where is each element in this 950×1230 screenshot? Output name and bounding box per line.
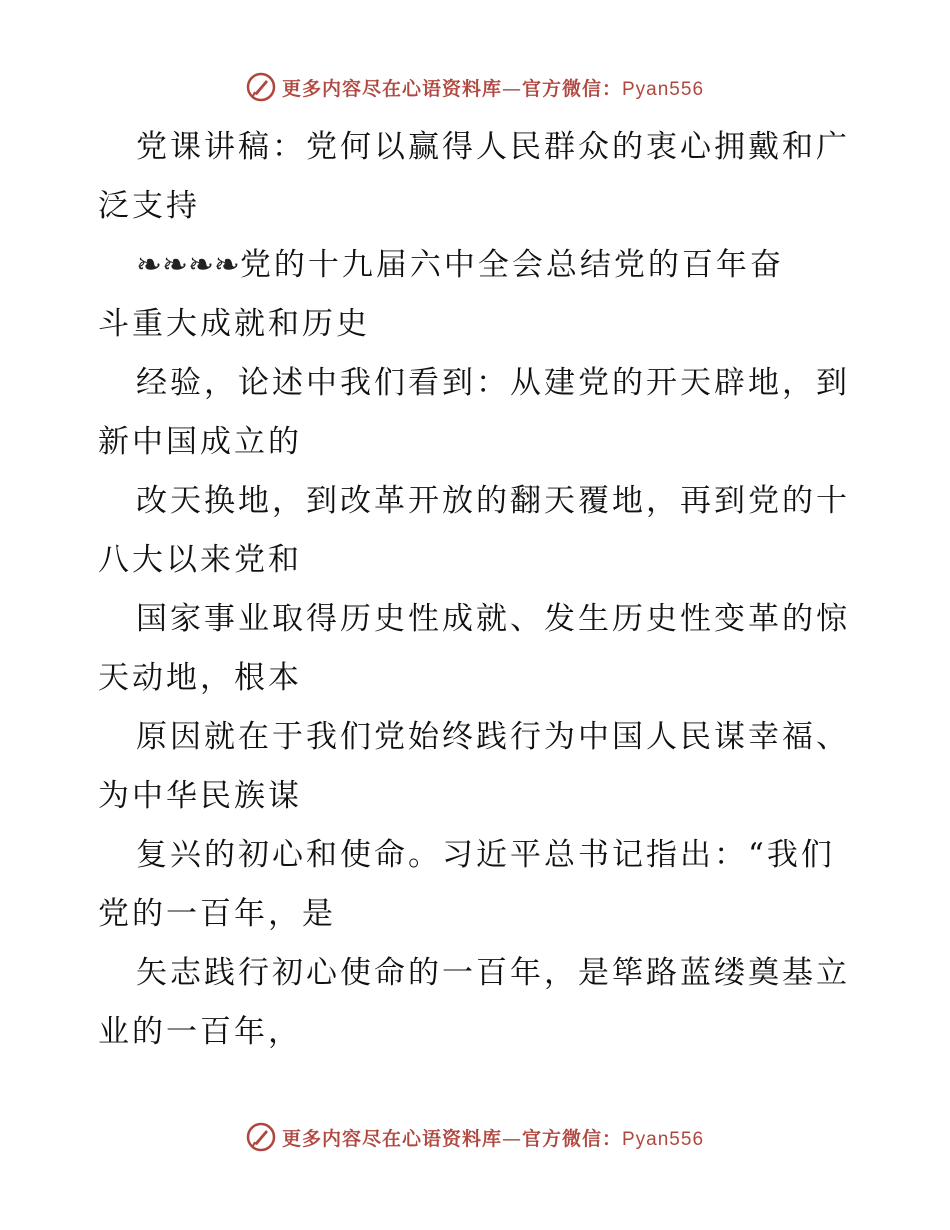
- paragraph-7: [98, 826, 858, 944]
- paragraph-8: [98, 944, 858, 1062]
- paragraph-4-line-2: 八大以来党和: [98, 542, 302, 578]
- paragraph-3-line-1: 经验，论述中我们看到：从建党的开天辟地，到: [136, 365, 850, 401]
- paragraph-6-line-2: 为中华民族谋: [98, 778, 302, 814]
- footer-separator: —: [501, 1127, 522, 1150]
- paragraph-6-line-1: 原因就在于我们党始终践行为中国人民谋幸福、: [136, 719, 850, 755]
- paragraph-6: [98, 708, 858, 826]
- fleuron-ornament-icon: ❧❧❧❧: [136, 247, 240, 283]
- footer-wechat-label: 官方微信：: [521, 1127, 622, 1150]
- paragraph-1: [98, 118, 858, 236]
- header-wechat-label: 官方微信：: [521, 77, 622, 100]
- paragraph-4-line-1: 改天换地，到改革开放的翻天覆地，再到党的十: [136, 483, 850, 519]
- paragraph-7-line-2: 党的一百年，是: [98, 896, 336, 932]
- document-body: [98, 118, 858, 1062]
- header-watermark-text: 更多内容尽在心语资料库: [281, 77, 502, 100]
- quill-logo-icon: [246, 72, 276, 102]
- header-watermark: [282, 74, 704, 101]
- paragraph-1-line-1: 党课讲稿：党何以赢得人民群众的衷心拥戴和广: [136, 129, 850, 165]
- header-separator: —: [501, 77, 522, 100]
- paragraph-2: [98, 236, 858, 354]
- footer-watermark: [282, 1124, 704, 1151]
- page-header: [0, 72, 950, 102]
- paragraph-5-line-2: 天动地，根本: [98, 660, 302, 696]
- paragraph-3-line-2: 新中国成立的: [98, 424, 302, 460]
- page-footer: [0, 1122, 950, 1152]
- paragraph-7-line-1: 复兴的初心和使命。习近平总书记指出：“我们: [136, 837, 835, 873]
- paragraph-3: [98, 354, 858, 472]
- header-wechat-account: Pyan556: [622, 78, 705, 100]
- paragraph-5-line-1: 国家事业取得历史性成就、发生历史性变革的惊: [136, 601, 850, 637]
- paragraph-4: [98, 472, 858, 590]
- quill-logo-icon: [246, 1122, 276, 1152]
- footer-wechat-account: Pyan556: [622, 1128, 705, 1150]
- paragraph-1-line-2: 泛支持: [98, 188, 200, 224]
- paragraph-2-line-2: 斗重大成就和历史: [98, 306, 370, 342]
- paragraph-8-line-1: 矢志践行初心使命的一百年，是筚路蓝缕奠基立: [136, 955, 850, 991]
- paragraph-5: [98, 590, 858, 708]
- paragraph-8-line-2: 业的一百年，: [98, 1014, 302, 1050]
- paragraph-2-line-1: 党的十九届六中全会总结党的百年奋: [239, 247, 784, 283]
- footer-watermark-text: 更多内容尽在心语资料库: [281, 1127, 502, 1150]
